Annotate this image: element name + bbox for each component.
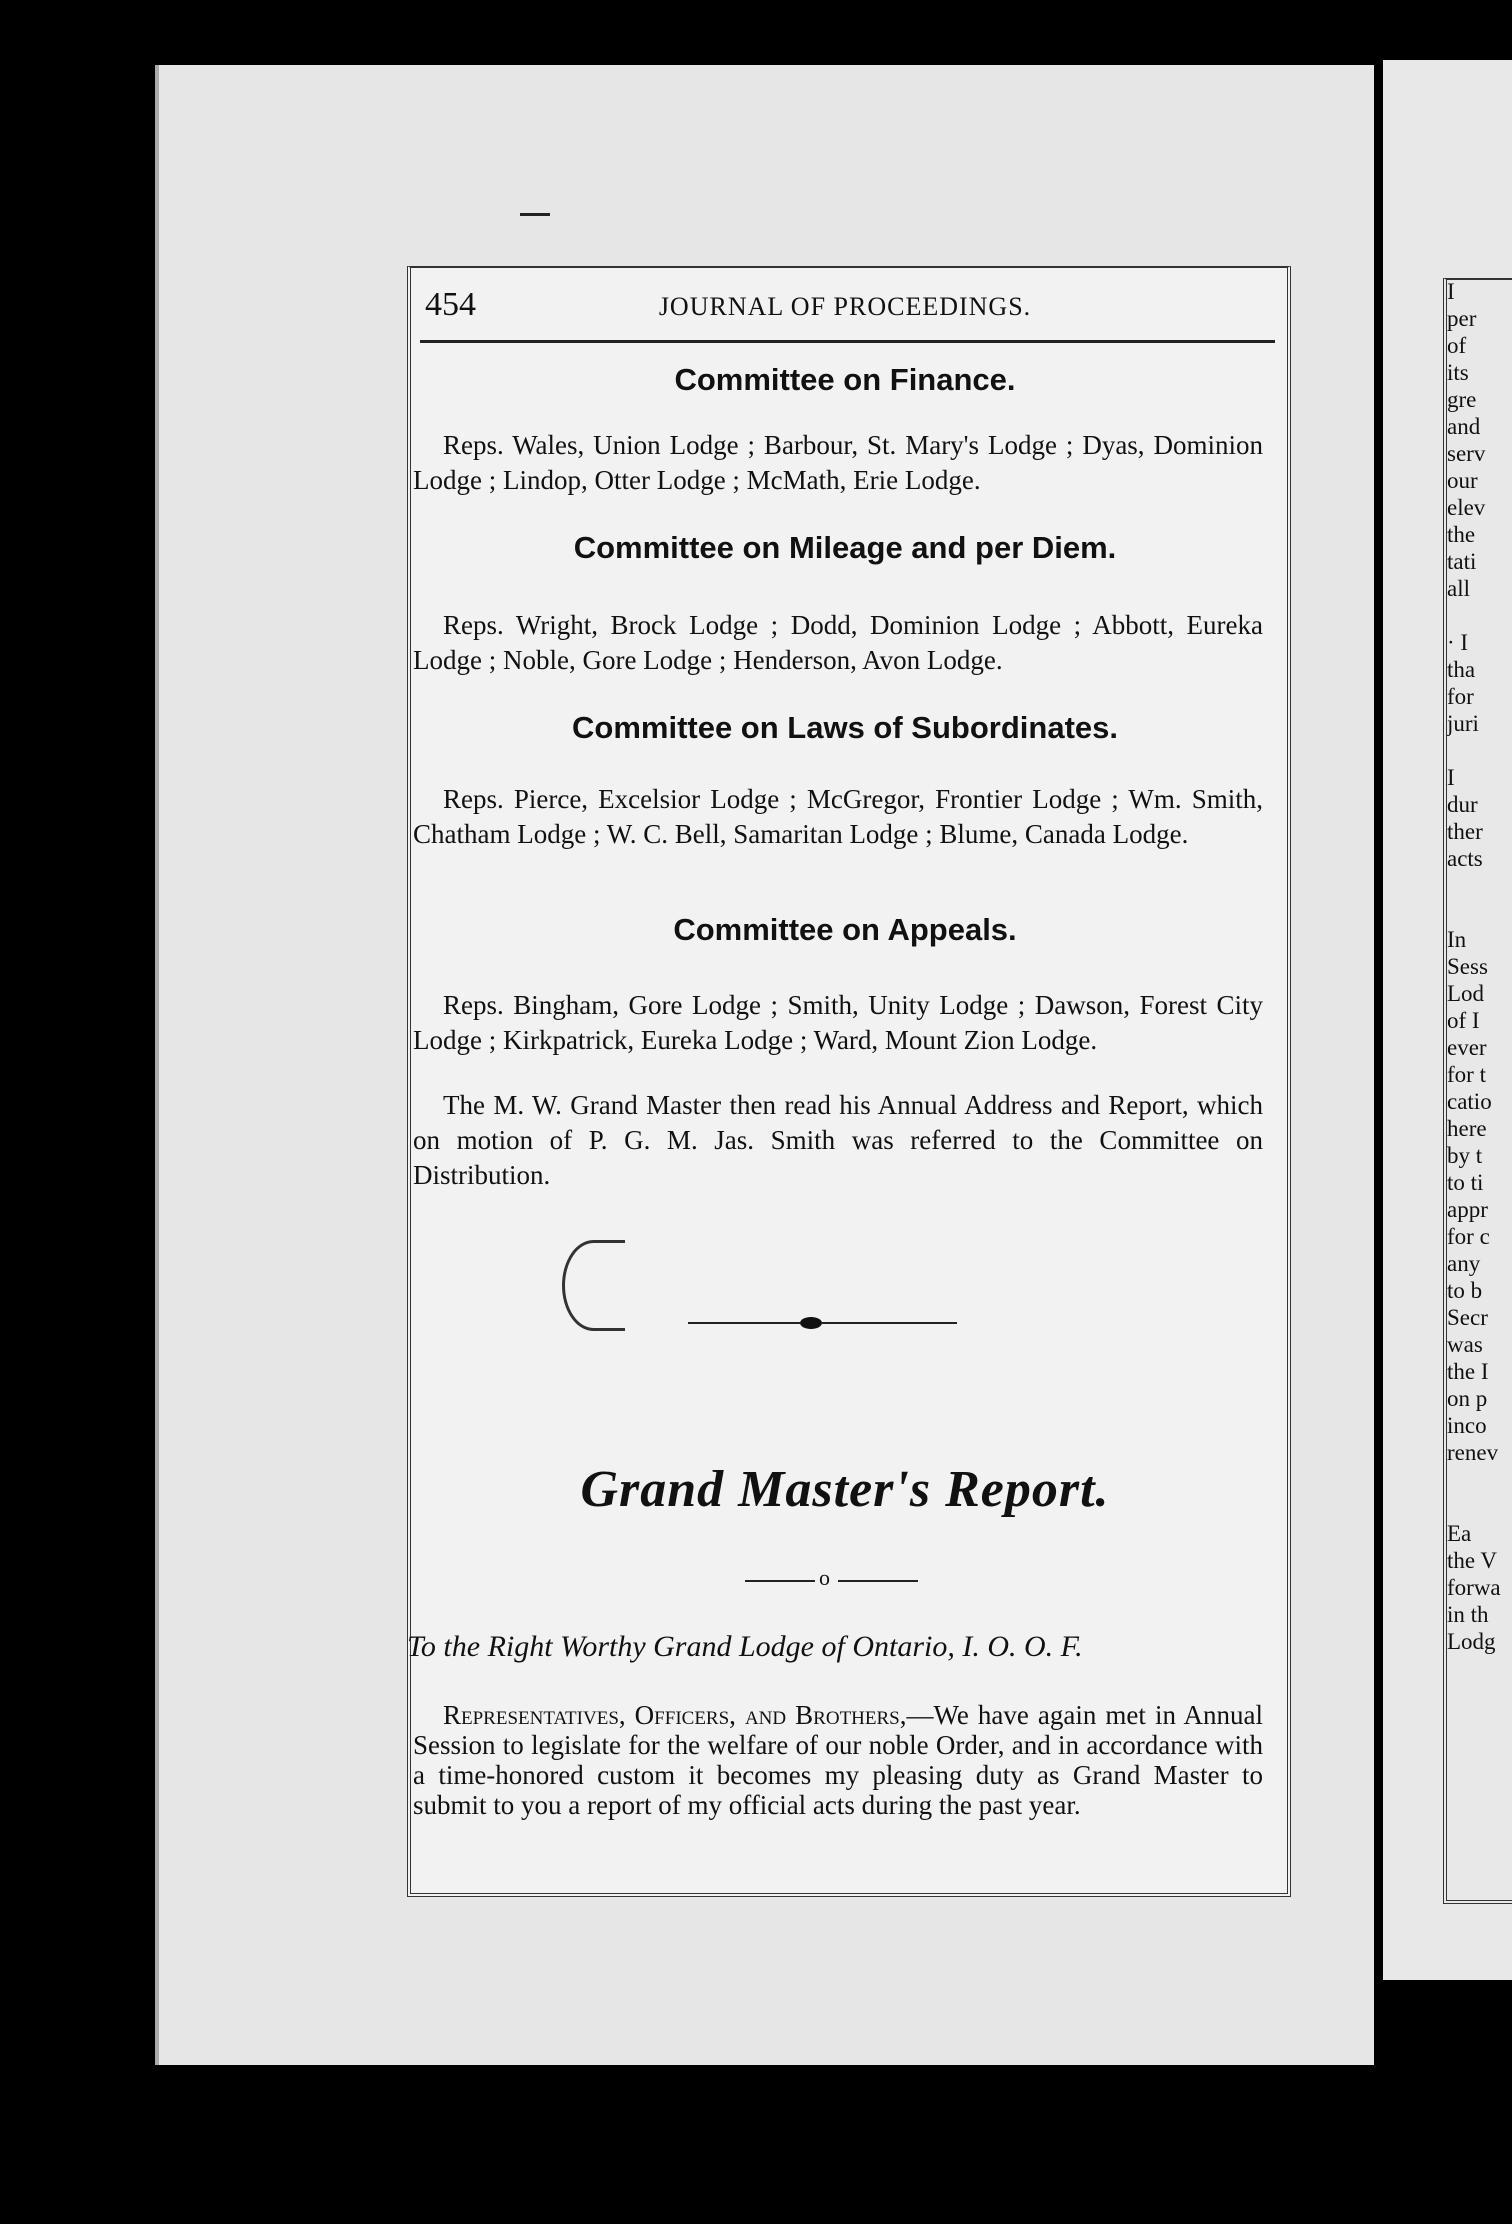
right-page-fragment: ther [1447,819,1483,844]
page-number: 454 [425,286,476,323]
ornament-line-left [688,1322,800,1324]
report-title: Grand Master's Report. [580,1461,1110,1518]
handwritten-c-mark [562,1240,625,1331]
right-page-fragment [1447,1493,1512,1520]
right-page-fragment: dur [1447,792,1478,817]
section-text-appeals: Reps. Bingham, Gore Lodge ; Smith, Unity Lodge ; Dawson, Forest City Lodge ; Kirkpatrick, Eureka Lodge ; Ward, Mount Zion Lodge. [413,990,1263,1055]
running-title: JOURNAL OF PROCEEDINGS. [658,292,1032,321]
right-page-fragment: Ea [1447,1521,1472,1546]
report-opening-lead: Representatives, Officers, and Brothers, [443,1700,907,1730]
right-page-fragment: its [1447,360,1469,385]
right-page-fragment [1447,737,1512,764]
right-page-fragment [1447,1466,1512,1493]
right-page-fragment: tati [1447,549,1477,574]
right-page-fragment: appr [1447,1197,1488,1222]
right-page-fragment: of I [1447,1008,1480,1033]
section-title-mileage: Committee on Mileage and per Diem. [573,530,1117,565]
right-page-fragment [1447,602,1512,629]
divider-line-left [745,1580,815,1582]
report-salutation: To the Right Worthy Grand Lodge of Ontario, I. O. O. F. [407,1630,1083,1663]
right-page-column [1447,278,1512,1655]
address-paragraph: The M. W. Grand Master then read his Annual Address and Report, which on motion of P. G. M. Jas. Smith was referred to the Committee on Distribution. [413,1090,1263,1190]
right-page-fragment: for [1447,684,1474,709]
right-page-fragment: Sess [1447,954,1488,979]
right-page-fragment: Lod [1447,981,1485,1006]
divider-o: o [819,1565,830,1590]
page-header [420,286,1270,332]
right-page-fragment: the V [1447,1548,1498,1573]
right-page-fragment: and [1447,414,1481,439]
section-text-laws: Reps. Pierce, Excelsior Lodge ; McGregor, Frontier Lodge ; Wm. Smith, Chatham Lodge ; W. C. Bell, Samaritan Lodge ; Blume, Canada Lodge. [413,784,1263,849]
divider-line-right [838,1580,918,1582]
ornament-diamond [800,1317,822,1329]
right-page-fragment: all [1447,576,1470,601]
right-page-fragment: catio [1447,1089,1492,1114]
section-text-mileage: Reps. Wright, Brock Lodge ; Dodd, Dominion Lodge ; Abbott, Eureka Lodge ; Noble, Gore Lodge ; Henderson, Avon Lodge. [413,610,1263,675]
section-title-finance: Committee on Finance. [674,362,1016,397]
margin-dash [520,213,550,216]
right-page-fragment: to b [1447,1278,1483,1303]
right-page-fragment: our [1447,468,1478,493]
right-page-fragment: gre [1447,387,1477,412]
right-page-fragment: I [1447,279,1455,304]
right-page-fragment: for t [1447,1062,1486,1087]
report-opening [413,1700,1263,1820]
right-page-fragment: by t [1447,1143,1483,1168]
right-page-fragment: · I [1447,630,1469,655]
right-page-fragment: elev [1447,495,1486,520]
right-page-fragment: serv [1447,441,1486,466]
right-page-fragment: juri [1447,711,1479,736]
section-text-finance: Reps. Wales, Union Lodge ; Barbour, St. Mary's Lodge ; Dyas, Dominion Lodge ; Lindop, Otter Lodge ; McMath, Erie Lodge. [413,430,1263,495]
section-title-laws: Committee on Laws of Subordinates. [572,710,1118,745]
right-page-fragment: acts [1447,846,1483,871]
right-page-fragment: ever [1447,1035,1487,1060]
right-page-fragment: In [1447,927,1467,952]
report-opening-text: —We have again met in Annual Session to legislate for the welfare of our noble Order, and in accordance with a time-honored custom it becomes my pleasing duty as Grand Master to submit to you a report of my official acts during the past year. [413,1700,1263,1820]
right-page-fragment: renev [1447,1440,1499,1465]
right-page-fragment: Lodg [1447,1629,1496,1654]
right-page-fragment: forwa [1447,1575,1501,1600]
right-page-fragment: on p [1447,1386,1488,1411]
section-title-appeals: Committee on Appeals. [673,912,1017,947]
right-page-fragment: here [1447,1116,1487,1141]
right-page-fragment: per [1447,306,1477,331]
right-page-fragment: Secr [1447,1305,1488,1330]
ornament-line-right [822,1322,957,1324]
right-page-fragment: any [1447,1251,1481,1276]
right-page-fragment: I [1447,765,1455,790]
right-page-fragment [1447,899,1512,926]
right-page-fragment: inco [1447,1413,1487,1438]
right-page-fragment: the I [1447,1359,1489,1384]
right-page-fragment: of [1447,333,1467,358]
right-page-fragment: the [1447,522,1476,547]
header-rule [420,340,1275,343]
right-page-fragment: was [1447,1332,1483,1357]
right-page-fragment: tha [1447,657,1476,682]
right-page-fragment: in th [1447,1602,1489,1627]
right-page-fragment [1447,872,1512,899]
right-page-fragment: for c [1447,1224,1490,1249]
right-page-fragment: to ti [1447,1170,1484,1195]
